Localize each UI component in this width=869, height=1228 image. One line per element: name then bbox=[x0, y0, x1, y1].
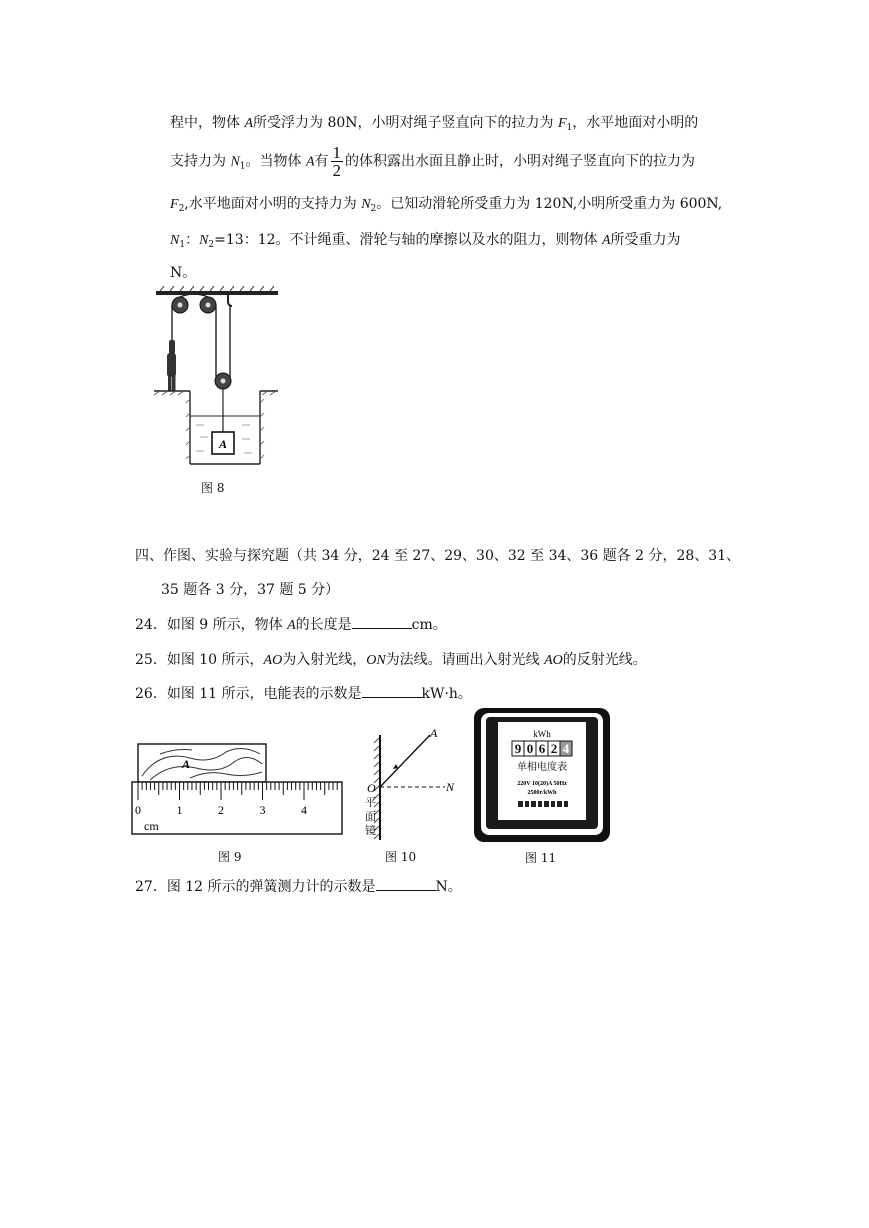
var-n: N bbox=[199, 233, 209, 248]
var-n: N bbox=[361, 197, 371, 212]
question-27 bbox=[135, 876, 462, 896]
ceiling bbox=[156, 291, 278, 295]
ceiling-hook bbox=[228, 295, 232, 306]
text: 所受重力为 bbox=[610, 232, 681, 248]
question-26 bbox=[135, 683, 472, 703]
text: 。当物体 bbox=[245, 153, 306, 170]
var-f: F bbox=[557, 116, 567, 131]
mirror-label-char: 面 bbox=[365, 811, 376, 823]
meter-digit: 6 bbox=[538, 741, 546, 756]
text: 为法线。请画出入射光线 bbox=[385, 652, 545, 668]
section-4-heading-line-2: 35 题各 3 分，37 题 5 分） bbox=[161, 582, 340, 598]
var-n: N bbox=[230, 154, 240, 170]
text: kW·h。 bbox=[421, 686, 472, 702]
var-a: A bbox=[287, 618, 296, 633]
text: 26．如图 11 所示，电能表的示数是 bbox=[135, 686, 362, 702]
text: 的反射光线。 bbox=[562, 652, 647, 668]
figure-8-pulley-diagram bbox=[150, 285, 285, 470]
text: 为入射光线， bbox=[282, 652, 367, 668]
text: 程中，物体 bbox=[170, 115, 245, 131]
answer-blank bbox=[352, 616, 412, 629]
text: 支持力为 bbox=[170, 153, 231, 170]
person-figure bbox=[167, 340, 176, 391]
q23-line-3 bbox=[170, 193, 722, 214]
ruler-unit: cm bbox=[144, 819, 159, 833]
subscript: 2 bbox=[208, 240, 215, 250]
meter-digit: 4 bbox=[562, 741, 570, 756]
figure-10-mirror bbox=[360, 725, 460, 845]
q23-line-2 bbox=[170, 144, 695, 179]
var-ao: AO bbox=[544, 653, 563, 668]
var-on: ON bbox=[366, 653, 386, 668]
text: 25．如图 10 所示， bbox=[135, 652, 264, 668]
block-a-label: A bbox=[182, 757, 191, 771]
ruler-number: 0 bbox=[135, 803, 141, 817]
answer-blank bbox=[362, 685, 422, 698]
fraction-denominator: 2 bbox=[332, 161, 342, 180]
text: 。已知动滑轮所受重力为 120N,小明所受重力为 600N, bbox=[376, 196, 723, 212]
text: N。 bbox=[435, 879, 462, 895]
text: ： bbox=[185, 232, 200, 248]
text: ,水平地面对小明的支持力为 bbox=[184, 196, 362, 212]
figure-8-caption: 图 8 bbox=[201, 481, 225, 495]
var-a: A bbox=[244, 116, 254, 131]
question-24 bbox=[135, 614, 447, 634]
label-o: O bbox=[367, 781, 376, 795]
fraction-one-half bbox=[331, 144, 344, 179]
label-n: N bbox=[446, 780, 455, 794]
ruler-number: 2 bbox=[218, 803, 224, 817]
subscript: 2 bbox=[370, 204, 377, 214]
figure-9-caption: 图 9 bbox=[218, 850, 242, 864]
meter-unit: kWh bbox=[533, 729, 551, 739]
q23-line-4 bbox=[170, 229, 681, 250]
subscript: 1 bbox=[239, 161, 246, 172]
mirror-label-char: 平 bbox=[365, 797, 376, 809]
text: ，水平地面对小明的 bbox=[572, 115, 699, 131]
figure-11-caption: 图 11 bbox=[525, 851, 557, 865]
var-f: F bbox=[170, 197, 179, 212]
meter-rate: 2500r/kWh bbox=[527, 790, 557, 796]
mirror-label-char: 镜 bbox=[365, 825, 376, 837]
label-a: A bbox=[430, 726, 438, 740]
figure-9-ruler bbox=[130, 740, 350, 840]
meter-digit: 2 bbox=[550, 741, 558, 756]
var-ao: AO bbox=[263, 653, 283, 668]
block-a-label: A bbox=[218, 437, 228, 451]
subscript: 1 bbox=[179, 240, 186, 250]
text: =13：12。不计绳重、滑轮与轴的摩擦以及水的阻力，则物体 bbox=[214, 232, 602, 248]
q23-line-5: N。 bbox=[170, 265, 197, 281]
text: 有 bbox=[314, 153, 329, 170]
incident-ray-ao bbox=[380, 735, 430, 787]
figure-10-caption: 图 10 bbox=[385, 850, 417, 864]
q23-line-1 bbox=[170, 112, 698, 133]
var-n: N bbox=[170, 233, 180, 248]
meter-digit: 9 bbox=[514, 741, 522, 756]
text: cm。 bbox=[411, 617, 447, 633]
subscript: 1 bbox=[566, 123, 573, 133]
subscript: 2 bbox=[178, 204, 185, 214]
meter-digit: 0 bbox=[526, 741, 534, 756]
meter-title: 单相电度表 bbox=[517, 762, 567, 773]
question-25 bbox=[135, 649, 647, 669]
text: 的长度是 bbox=[295, 617, 352, 633]
meter-digits bbox=[512, 741, 572, 756]
section-4-heading-line-1: 四、作图、实验与探究题（共 34 分，24 至 27、29、30、32 至 34、36 题各 2 分，28、31、 bbox=[135, 548, 741, 564]
text: 27．图 12 所示的弹簧测力计的示数是 bbox=[135, 879, 376, 895]
ruler-number: 4 bbox=[301, 803, 307, 817]
ruler-number: 3 bbox=[259, 803, 266, 817]
meter-specs: 220V 10(20)A 50Hz bbox=[517, 781, 567, 787]
text: 24．如图 9 所示，物体 bbox=[135, 617, 288, 633]
ruler-body bbox=[132, 782, 342, 834]
text: 所受浮力为 80N，小明对绳子竖直向下的拉力为 bbox=[253, 115, 558, 131]
answer-blank bbox=[376, 878, 436, 891]
var-a: A bbox=[601, 233, 611, 248]
fraction-numerator: 1 bbox=[332, 143, 342, 162]
wooden-block-a bbox=[138, 744, 266, 782]
text: 的体积露出水面且静止时，小明对绳子竖直向下的拉力为 bbox=[345, 153, 696, 170]
var-a: A bbox=[305, 154, 315, 170]
ruler-number: 1 bbox=[176, 803, 183, 817]
figure-11-electric-meter bbox=[472, 706, 612, 846]
